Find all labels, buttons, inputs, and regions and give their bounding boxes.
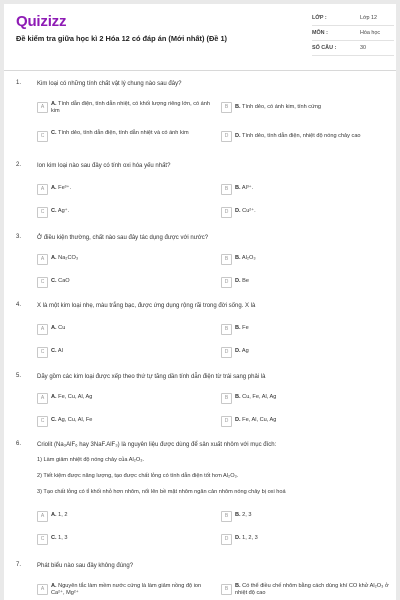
option-d-box[interactable]: D — [221, 277, 232, 288]
option-c-text[interactable]: C. Tính dẻo, tính dẫn điện, tính dẫn nhiệt và có ánh kim — [51, 130, 189, 136]
option-c-text[interactable]: C. CaO — [51, 278, 70, 284]
option-a-box[interactable]: A — [37, 511, 48, 522]
option-b-box[interactable]: B — [221, 254, 232, 265]
option-d-box[interactable]: D — [221, 207, 232, 218]
option-a-text[interactable]: A. Fe³⁺. — [51, 185, 72, 191]
worksheet-header — [4, 4, 396, 71]
meta-label: MÔN : — [312, 30, 328, 36]
question-text: Ion kim loại nào sau đây có tính oxi hóa yếu nhất? — [37, 163, 171, 169]
question-number: 3. — [16, 234, 22, 240]
option-c-box[interactable]: C — [37, 131, 48, 142]
quizizz-logo: Quizizz — [16, 13, 67, 30]
option-b-text[interactable]: B. Fe — [235, 325, 249, 331]
option-c-box[interactable]: C — [37, 207, 48, 218]
option-d-text[interactable]: D. Ag — [235, 348, 249, 354]
option-a-text[interactable]: A. Cu — [51, 325, 66, 331]
question-text: Phát biểu nào sau đây không đúng? — [37, 563, 134, 569]
option-c-box[interactable]: C — [37, 277, 48, 288]
worksheet-page — [4, 4, 396, 600]
question-number: 6. — [16, 441, 22, 447]
question-text: Ở điều kiện thường, chất nào sau đây tác dụng được với nước? — [37, 235, 209, 241]
option-b-text[interactable]: B. Al³⁺. — [235, 185, 254, 191]
meta-label: LỚP : — [312, 15, 327, 21]
option-d-box[interactable]: D — [221, 131, 232, 142]
page-title: Đề kiểm tra giữa học kì 2 Hóa 12 có đáp án (Mới nhất) (Đề 1) — [16, 34, 228, 43]
option-a-box[interactable]: A — [37, 393, 48, 404]
statement-3: 3) Tạo chất lỏng có tỉ khối nhỏ hơn nhôm, nổi lên bề mặt nhôm ngăn cản nhôm nóng chảy bị oxi hoá — [37, 489, 286, 495]
option-d-text[interactable]: D. 1, 2, 3 — [235, 535, 258, 541]
meta-row-subject — [312, 26, 394, 41]
question-number: 7. — [16, 562, 22, 568]
option-d-text[interactable]: D. Cu²⁺. — [235, 208, 256, 214]
option-b-box[interactable]: B — [221, 393, 232, 404]
option-b-box[interactable]: B — [221, 102, 232, 113]
option-c-text[interactable]: C. Ag⁺. — [51, 208, 70, 214]
option-a-text[interactable]: A. Fe, Cu, Al, Ag — [51, 394, 93, 400]
question-number: 1. — [16, 80, 22, 86]
question-text: X là một kim loại nhẹ, màu trắng bạc, được ứng dụng rộng rãi trong đời sống. X là — [37, 303, 256, 309]
question-number: 5. — [16, 373, 22, 379]
question-text: Dãy gồm các kim loại được xếp theo thứ tự tăng dần tính dẫn điện từ trái sang phải là — [37, 374, 266, 380]
statement-2: 2) Tiết kiệm được năng lượng, tạo được chất lỏng có tính dẫn điện tốt hơn Al₂O₃. — [37, 473, 239, 479]
question-number: 2. — [16, 162, 22, 168]
option-c-box[interactable]: C — [37, 534, 48, 545]
option-d-text[interactable]: D. Be — [235, 278, 249, 284]
option-d-text[interactable]: D. Tính dẻo, tính dẫn điện, nhiệt độ nóng chảy cao — [235, 133, 361, 139]
meta-label: SỐ CÂU : — [312, 45, 337, 51]
option-a-box[interactable]: A — [37, 184, 48, 195]
question-text: Kim loại có những tính chất vật lý chung nào sau đây? — [37, 81, 182, 87]
option-b-box[interactable]: B — [221, 584, 232, 595]
option-c-box[interactable]: C — [37, 416, 48, 427]
option-b-box[interactable]: B — [221, 511, 232, 522]
meta-table — [312, 11, 394, 56]
option-a-text[interactable]: A. Nguyên tắc làm mềm nước cứng là làm giảm nồng độ ion Ca²⁺, Mg²⁺ — [51, 583, 202, 596]
option-b-box[interactable]: B — [221, 184, 232, 195]
question-text: Criolit (Na₃AlF₆ hay 3NaF.AlF₃) là nguyên liệu được dùng để sản xuất nhôm với mục đích: — [37, 442, 277, 448]
option-c-text[interactable]: C. 1, 3 — [51, 535, 68, 541]
option-a-box[interactable]: A — [37, 584, 48, 595]
meta-value: Lớp 12 — [360, 15, 378, 21]
option-a-text[interactable]: A. Na₂CO₃ — [51, 255, 79, 261]
option-b-text[interactable]: B. Tính dẻo, có ánh kim, tính cứng — [235, 104, 322, 110]
statement-1: 1) Làm giảm nhiệt độ nóng chảy của Al₂O₃. — [37, 457, 145, 463]
option-b-text[interactable]: B. 2, 3 — [235, 512, 252, 518]
option-c-text[interactable]: C. Ag, Cu, Al, Fe — [51, 417, 93, 423]
option-d-text[interactable]: D. Fe, Al, Cu, Ag — [235, 417, 277, 423]
option-b-box[interactable]: B — [221, 324, 232, 335]
meta-row-count — [312, 41, 394, 56]
option-d-box[interactable]: D — [221, 416, 232, 427]
option-a-text[interactable]: A. Tính dẫn điện, tính dẫn nhiệt, có khối lượng riêng lớn, có ánh kim — [51, 101, 211, 114]
meta-value: 30 — [360, 45, 366, 51]
option-b-text[interactable]: B. Cu, Fe, Al, Ag — [235, 394, 277, 400]
option-a-text[interactable]: A. 1, 2 — [51, 512, 68, 518]
option-a-box[interactable]: A — [37, 254, 48, 265]
option-d-box[interactable]: D — [221, 347, 232, 358]
option-c-text[interactable]: C. Al — [51, 348, 63, 354]
option-b-text[interactable]: B. Al₂O₃ — [235, 255, 256, 261]
option-c-box[interactable]: C — [37, 347, 48, 358]
meta-value: Hóa học — [360, 30, 381, 36]
meta-row-class — [312, 11, 394, 26]
question-number: 4. — [16, 302, 22, 308]
option-d-box[interactable]: D — [221, 534, 232, 545]
option-b-text[interactable]: B. Có thể điều chế nhôm bằng cách dùng khí CO khử Al₂O₃ ở nhiệt độ cao — [235, 583, 389, 596]
option-a-box[interactable]: A — [37, 324, 48, 335]
option-a-box[interactable]: A — [37, 102, 48, 113]
